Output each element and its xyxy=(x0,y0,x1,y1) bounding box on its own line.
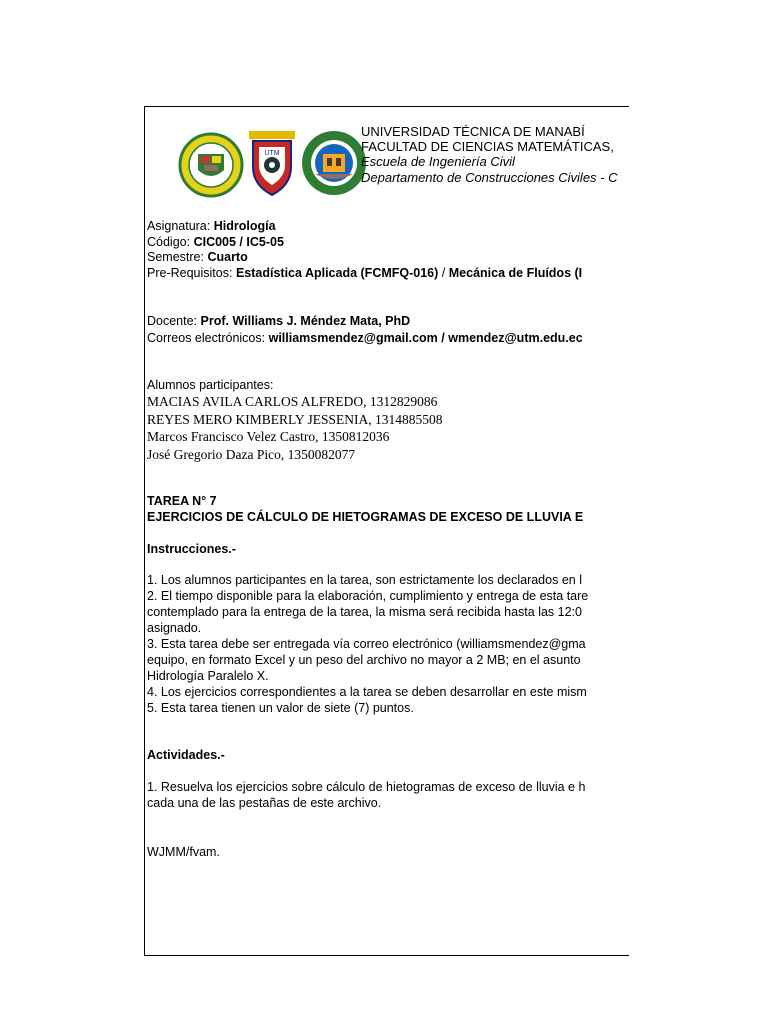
instruction-line: contemplado para la entrega de la tarea, la misma será recibida hasta las 12:0 xyxy=(147,605,582,619)
emails-row xyxy=(147,331,583,346)
civil-engineering-seal-logo xyxy=(301,128,367,198)
students-label: Alumnos participantes: xyxy=(147,378,274,392)
code-row xyxy=(147,235,284,250)
faculty-name: FACULTAD DE CIENCIAS MATEMÁTICAS, xyxy=(361,139,614,154)
student-4: José Gregorio Daza Pico, 1350082077 xyxy=(147,447,356,462)
teacher-label: Docente: xyxy=(147,314,198,328)
instruction-line: 4. Los ejercicios correspondientes a la tarea se deben desarrollar en este mism xyxy=(147,685,587,699)
student-1: MACIAS AVILA CARLOS ALFREDO, 1312829086 xyxy=(147,394,438,409)
prereq-label: Pre-Requisitos: xyxy=(147,266,233,280)
teacher-name: Prof. Williams J. Méndez Mata, PhD xyxy=(200,314,411,328)
activity-line: 1. Resuelva los ejercicios sobre cálculo de hietogramas de exceso de lluvia e h xyxy=(147,780,586,794)
subject-row xyxy=(147,219,276,234)
prereq-separator: / xyxy=(441,266,446,280)
task-title: EJERCICIOS DE CÁLCULO DE HIETOGRAMAS DE EXCESO DE LLUVIA E xyxy=(147,510,584,524)
instructions-heading: Instrucciones.- xyxy=(147,542,236,556)
instruction-line: 3. Esta tarea debe ser entregada vía correo electrónico (williamsmendez@gma xyxy=(147,637,586,651)
code-label: Código: xyxy=(147,235,191,249)
student-3: Marcos Francisco Velez Castro, 1350812036 xyxy=(147,429,390,444)
department-name: Departamento de Construcciones Civiles - C xyxy=(361,170,618,185)
svg-text:UTM: UTM xyxy=(264,150,280,157)
utm-university-seal-logo xyxy=(178,132,244,198)
university-name: UNIVERSIDAD TÉCNICA DE MANABÍ xyxy=(361,124,585,139)
spreadsheet-page xyxy=(144,106,629,956)
instruction-line: equipo, en formato Excel y un peso del archivo no mayor a 2 MB; en el asunto xyxy=(147,653,581,667)
semester-row xyxy=(147,250,248,265)
utm-shield-logo xyxy=(247,129,297,199)
activities-heading: Actividades.- xyxy=(147,748,225,762)
teacher-row xyxy=(147,314,410,329)
instruction-line: Hidrología Paralelo X. xyxy=(147,669,269,683)
task-number: TAREA N° 7 xyxy=(147,494,217,508)
signature-initials: WJMM/fvam. xyxy=(147,845,220,859)
emails-label: Correos electrónicos: xyxy=(147,331,266,345)
semester-value: Cuarto xyxy=(207,250,248,264)
subject-label: Asignatura: xyxy=(147,219,211,233)
school-name: Escuela de Ingeniería Civil xyxy=(361,154,515,169)
instruction-line: 2. El tiempo disponible para la elaboración, cumplimiento y entrega de esta tare xyxy=(147,589,589,603)
student-2: REYES MERO KIMBERLY JESSENIA, 1314885508 xyxy=(147,412,443,427)
subject-value: Hidrología xyxy=(213,219,276,233)
email-2: wmendez@utm.edu.ec xyxy=(448,331,583,345)
instruction-line: asignado. xyxy=(147,621,202,635)
prereq-2: Mecánica de Fluídos (I xyxy=(448,266,583,280)
prereq-1: Estadística Aplicada (FCMFQ-016) xyxy=(235,266,439,280)
email-separator: / xyxy=(441,331,445,345)
email-1: williamsmendez@gmail.com xyxy=(268,331,438,345)
code-value: CIC005 / IC5-05 xyxy=(193,235,284,249)
instruction-line: 1. Los alumnos participantes en la tarea, son estrictamente los declarados en l xyxy=(147,573,582,587)
semester-label: Semestre: xyxy=(147,250,204,264)
prerequisites-row xyxy=(147,266,582,281)
activity-line: cada una de las pestañas de este archivo. xyxy=(147,796,382,810)
instruction-line: 5. Esta tarea tienen un valor de siete (7) puntos. xyxy=(147,701,414,715)
